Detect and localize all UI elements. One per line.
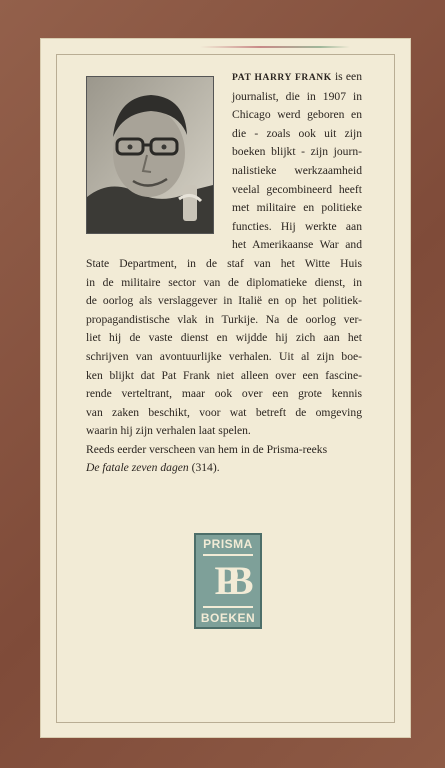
bio-line: schrijven van avontuurlijke verhalen. Uit al zijn boe-	[86, 349, 362, 363]
bio-line: in de militaire sector van de diplomatieke dienst, in	[86, 275, 362, 289]
bio-line: veelal gecombineerd heeft	[232, 182, 362, 196]
bio-line: functies. Hij werkte aan	[232, 219, 362, 233]
bio-line: liet hij de vaste dienst en wijdde hij zich aan het	[86, 331, 362, 345]
bio-line: boeken blijkt - zijn journ-	[232, 145, 362, 159]
bio-line: ken blijkt dat Pat Frank niet alleen over een fascine-	[86, 368, 362, 382]
bio-line: de oorlog als verslaggever in Italië en op het politiek-	[86, 294, 362, 308]
author-name: PAT HARRY FRANK	[232, 73, 332, 83]
logo-monogram: PB	[203, 554, 253, 608]
bio-line: waarin hij zijn verhalen laat spelen.	[86, 424, 251, 438]
bio-reference	[86, 459, 362, 478]
reference-title: De fatale zeven dagen	[86, 461, 189, 475]
author-biography	[86, 68, 362, 478]
bio-line: PAT HARRY FRANK is een	[232, 70, 362, 83]
prisma-boeken-logo	[194, 533, 262, 629]
reference-number: (314).	[188, 461, 220, 475]
bio-line: met militaire en politieke	[232, 201, 362, 215]
bio-line: die - zoals ook uit zijn	[232, 126, 362, 140]
bio-line: Reeds eerder verscheen van hem in de Prisma-reeks	[86, 442, 328, 456]
bio-line: rende verteltrant, maar ook over een grote kennis	[86, 387, 362, 401]
bio-line: nalistieke werkzaamheid	[232, 163, 362, 177]
bio-line: State Department, in de staf van het Witte Huis	[86, 256, 362, 270]
bio-line: journalist, die in 1907 in	[232, 89, 362, 103]
bio-line: propagandistische vlak in Turkije. Na de oorlog ver-	[86, 312, 362, 326]
logo-top-text: PRISMA	[203, 537, 253, 551]
bio-line: Chicago werd geboren en	[232, 108, 362, 122]
bio-line: van zaken beschikt, voor wat betreft de omgeving	[86, 405, 362, 419]
decorative-rule	[200, 46, 350, 48]
logo-bottom-text: BOEKEN	[200, 611, 256, 625]
bio-line: het Amerikaanse War and	[232, 238, 362, 252]
